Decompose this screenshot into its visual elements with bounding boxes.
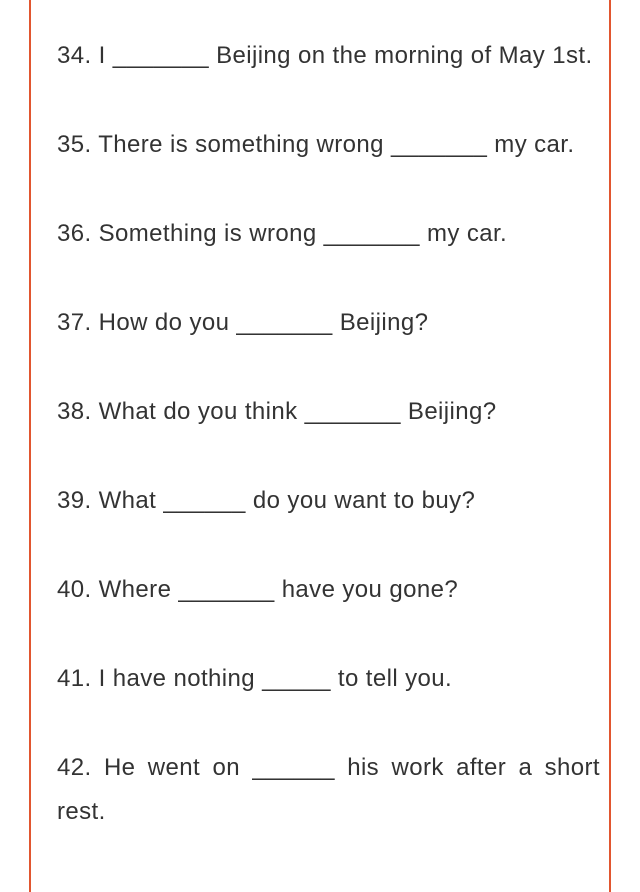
spacer bbox=[57, 167, 600, 212]
question-40: 40. Where _______ have you gone? bbox=[57, 576, 459, 603]
spacer bbox=[57, 345, 600, 390]
question-42: 42. He went on ______ his work after a short rest. bbox=[57, 754, 600, 825]
exercise-list bbox=[57, 34, 600, 834]
question-38: 38. What do you think _______ Beijing? bbox=[57, 398, 497, 425]
question-36: 36. Something is wrong _______ my car. bbox=[57, 220, 508, 247]
spacer bbox=[57, 256, 600, 301]
spacer bbox=[57, 612, 600, 657]
spacer bbox=[57, 701, 600, 746]
spacer bbox=[57, 78, 600, 123]
question-35: 35. There is something wrong _______ my car. bbox=[57, 131, 575, 158]
question-37: 37. How do you _______ Beijing? bbox=[57, 309, 429, 336]
spacer bbox=[57, 434, 600, 479]
question-41: 41. I have nothing _____ to tell you. bbox=[57, 665, 453, 692]
spacer bbox=[57, 523, 600, 568]
question-34: 34. I _______ Beijing on the morning of May 1st. bbox=[57, 42, 593, 69]
question-39: 39. What ______ do you want to buy? bbox=[57, 487, 476, 514]
